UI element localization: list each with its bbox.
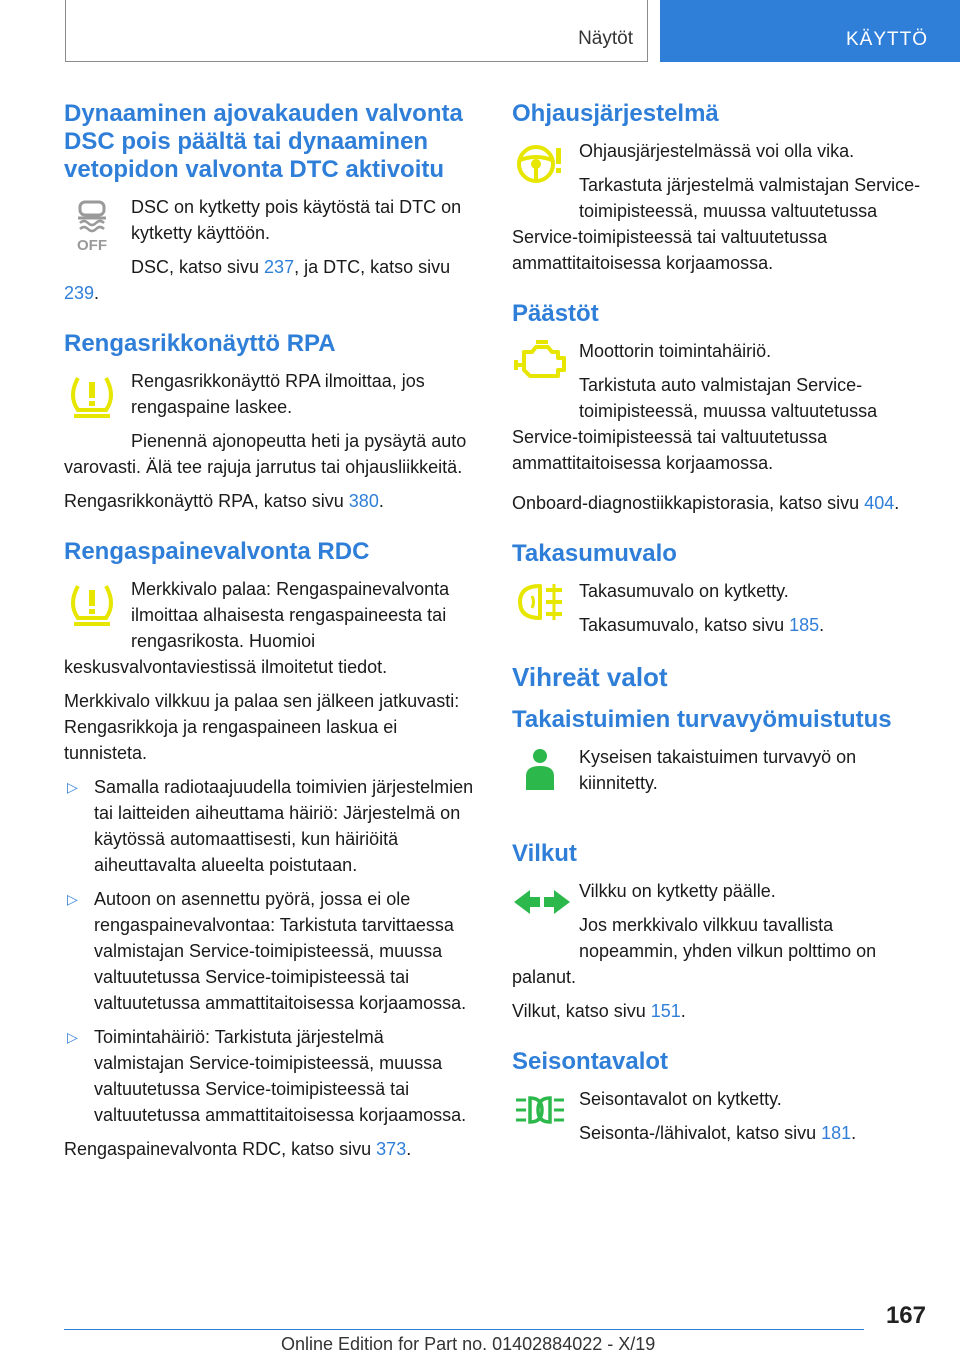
dsc-title: Dynaaminen ajovakauden valvonta DSC pois päältä tai dynaaminen vetopidon valvonta DTC aktivoitu: [64, 100, 463, 183]
emissions-text-2: Tarkistuta auto valmistajan Service-toimipisteessä, muussa valtuutetussa Service-toimipisteessä tai valtuutetussa ammattitaitoisessa korjaamossa.: [512, 375, 878, 473]
turn-entry: [512, 840, 926, 1024]
header-chapter-label: KÄYTTÖ: [845, 29, 928, 50]
turn-page-link[interactable]: 151: [650, 1001, 681, 1021]
parking-title: Seisontavalot: [512, 1048, 669, 1075]
emissions-text-1: Moottorin toimintahäiriö.: [579, 341, 772, 361]
right-column: [512, 100, 926, 1170]
turn-text-1: Vilkku on kytketty päälle.: [579, 881, 776, 901]
footer-divider: [64, 1329, 864, 1330]
steering-wheel-warning-icon: [512, 138, 579, 210]
footer-edition: Online Edition for Part no. 01402884022 - X/19: [281, 1334, 656, 1354]
turn-text-2: Jos merkkivalo vilkkuu tavallista nopeammin, yhden vilkun polttimo on palanut.: [512, 915, 877, 987]
turn-title: Vilkut: [512, 840, 577, 867]
tire-pressure-warning-icon: [64, 368, 131, 440]
rpa-page-link[interactable]: 380: [348, 491, 379, 511]
rpa-title: Rengasrikkonäyttö RPA: [64, 330, 336, 357]
dsc-text-1: DSC on kytketty pois käytöstä tai DTC on kytketty käyttöön.: [131, 197, 462, 243]
engine-malfunction-icon: [512, 338, 579, 410]
turn-text-3: Vilkut, katso sivu 151.: [512, 1001, 686, 1021]
rpa-text-3: Rengasrikkonäyttö RPA, katso sivu 380.: [64, 491, 384, 511]
svg-text:OFF: OFF: [77, 237, 107, 254]
green-lights-heading: Vihreät valot: [512, 662, 668, 692]
parking-text-1: Seisontavalot on kytketty.: [579, 1089, 782, 1109]
obd-page-link[interactable]: 404: [864, 493, 895, 513]
rear-fog-light-icon: [512, 578, 579, 650]
belt-text-1: Kyseisen takaistuimen turvavyö on kiinnitetty.: [579, 747, 857, 793]
dsc-page-link[interactable]: 237: [264, 257, 295, 277]
list-item: ▷ Samalla radiotaajuudella toimivien järjestelmien tai laitteiden aiheuttama häiriö: Järjestelmä on käytössä automaattisesti, kun häiriöitä aiheuttavalta alueelta poistutaan.: [64, 774, 478, 878]
seatbelt-person-icon: [512, 744, 579, 816]
belt-entry: [512, 706, 926, 816]
triangle-bullet-icon: ▷: [67, 1029, 78, 1045]
tire-pressure-monitor-icon: [64, 576, 131, 648]
page-number: 167: [885, 1302, 926, 1329]
rdc-text-2: Merkkivalo vilkkuu ja palaa sen jälkeen jatkuvasti: Rengasrikkoja ja rengaspaineen laskua ei tunnisteta.: [64, 691, 460, 763]
dsc-entry: [64, 100, 478, 306]
rear-fog-entry: [512, 540, 926, 638]
steering-text-1: Ohjausjärjestelmässä voi olla vika.: [579, 141, 855, 161]
emissions-title: Päästöt: [512, 300, 599, 327]
rdc-title: Rengaspainevalvonta RDC: [64, 538, 370, 565]
header-section-box: [65, 0, 648, 62]
list-item: ▷ Autoon on asennettu pyörä, jossa ei ole rengaspainevalvontaa: Tarkistuta tarvittaessa valmistajan Service-toimipisteessä, muussa valtuutetussa Service-toimipisteessä tai valtuutetussa ammattitaitoisessa korjaamossa.: [64, 886, 478, 1016]
rpa-entry: [64, 330, 478, 514]
triangle-bullet-icon: ▷: [67, 779, 78, 795]
rdc-page-link[interactable]: 373: [376, 1139, 407, 1159]
rdc-text-3: Rengaspainevalvonta RDC, katso sivu 373.: [64, 1139, 412, 1159]
belt-title: Takaistuimien turvavyömuistutus: [512, 706, 892, 733]
dsc-off-icon: [64, 194, 131, 266]
parking-text-2: Seisonta-/lähivalot, katso sivu 181.: [579, 1123, 857, 1143]
triangle-bullet-icon: ▷: [67, 891, 78, 907]
header-chapter-tab[interactable]: [660, 0, 960, 62]
steering-title: Ohjausjärjestelmä: [512, 100, 719, 127]
emissions-entry: [512, 300, 926, 516]
dtc-page-link[interactable]: 239: [64, 283, 95, 303]
parking-page-link[interactable]: 181: [821, 1123, 852, 1143]
dsc-text-2: DSC, katso sivu 237, ja DTC, katso sivu 239.: [64, 257, 451, 303]
parking-entry: [512, 1048, 926, 1146]
rpa-text-1: Rengasrikkonäyttö RPA ilmoittaa, jos rengaspaine laskee.: [131, 371, 425, 417]
parking-light-icon: [512, 1086, 579, 1158]
emissions-text-3: Onboard-diagnostiikkapistorasia, katso sivu 404.: [512, 493, 900, 513]
rdc-text-1: Merkkivalo palaa: Rengaspainevalvonta ilmoittaa alhaisesta rengaspaineesta tai rengasrikosta. Huomioi keskusvalvontaviestissä ilmoitetut tiedot.: [64, 579, 450, 677]
rear-fog-title: Takasumuvalo: [512, 540, 677, 567]
left-column: [64, 100, 478, 1186]
rear-fog-text-2: Takasumuvalo, katso sivu 185.: [579, 615, 825, 635]
list-item: ▷ Toimintahäiriö: Tarkistuta järjestelmä valmistajan Service-toimipisteessä, muussa valtuutetussa Service-toimipisteessä tai valtuutetussa ammattitaitoisessa korjaamossa.: [64, 1024, 478, 1128]
rear-fog-text-1: Takasumuvalo on kytketty.: [579, 581, 789, 601]
turn-signal-arrows-icon: [512, 878, 579, 950]
steering-entry: [512, 100, 926, 276]
rpa-text-2: Pienennä ajonopeutta heti ja pysäytä auto varovasti. Älä tee rajuja jarrutus tai ohjausliikkeitä.: [64, 431, 467, 477]
rdc-entry: [64, 538, 478, 1162]
header-section-label: Näytöt: [578, 28, 633, 49]
steering-text-2: Tarkastuta järjestelmä valmistajan Service-toimipisteessä, muussa valtuutetussa Service-toimipisteessä tai valtuutetussa ammattitaitoisessa korjaamossa.: [512, 175, 921, 273]
rear-fog-page-link[interactable]: 185: [789, 615, 820, 635]
rdc-bullet-list: [64, 774, 478, 1128]
